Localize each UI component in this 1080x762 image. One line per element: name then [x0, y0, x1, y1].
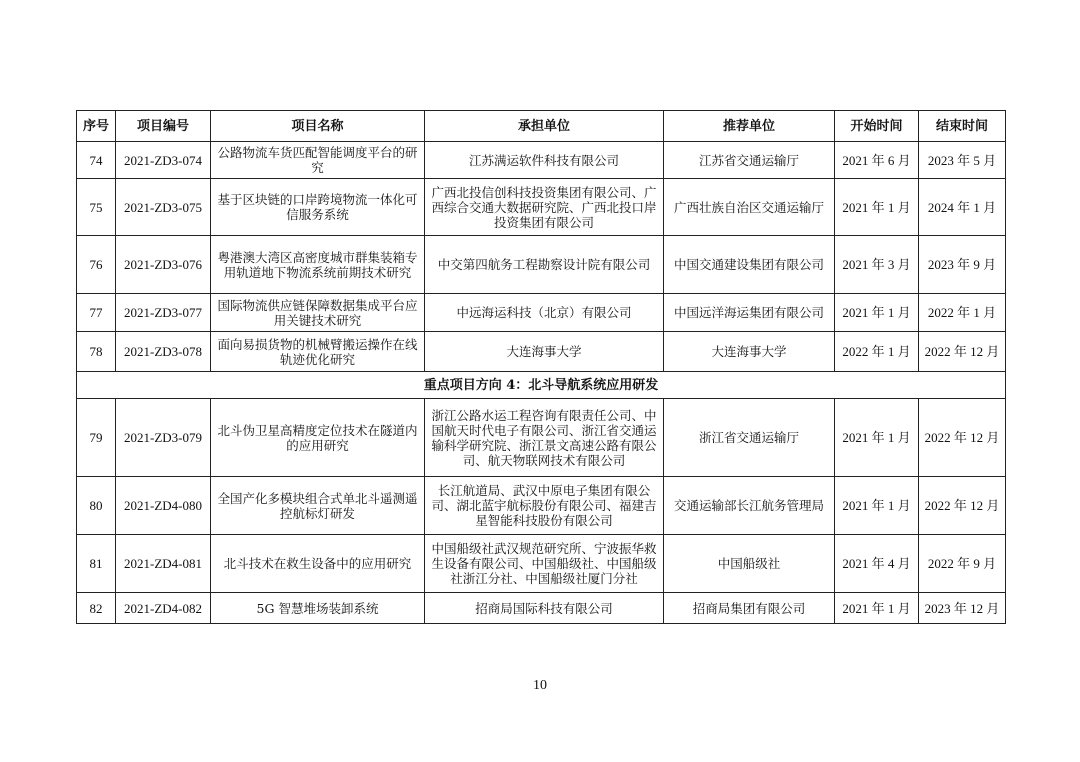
- cell-recommending-unit: 广西壮族自治区交通运输厅: [664, 179, 835, 236]
- cell-project-code: 2021-ZD3-077: [116, 294, 211, 332]
- cell-project-code: 2021-ZD3-076: [116, 236, 211, 294]
- cell-start-time: 2021 年 3 月: [835, 236, 919, 294]
- cell-recommending-unit: 浙江省交通运输厅: [664, 399, 835, 477]
- header-start-time: 开始时间: [835, 111, 919, 142]
- cell-undertaking-unit: 长江航道局、武汉中原电子集团有限公司、湖北蓝宇航标股份有限公司、福建吉星智能科技股份有限公司: [425, 477, 664, 535]
- table-row: [77, 535, 1006, 593]
- header-project-name: 项目名称: [211, 111, 425, 142]
- cell-project-code: 2021-ZD3-074: [116, 142, 211, 179]
- cell-end-time: 2022 年 12 月: [919, 477, 1006, 535]
- cell-serial: 78: [77, 332, 116, 372]
- cell-recommending-unit: 中国船级社: [664, 535, 835, 593]
- cell-serial: 76: [77, 236, 116, 294]
- cell-serial: 81: [77, 535, 116, 593]
- cell-end-time: 2023 年 5 月: [919, 142, 1006, 179]
- cell-recommending-unit: 交通运输部长江航务管理局: [664, 477, 835, 535]
- header-recommending-unit: 推荐单位: [664, 111, 835, 142]
- cell-project-name: 粤港澳大湾区高密度城市群集装箱专用轨道地下物流系统前期技术研究: [211, 236, 425, 294]
- cell-end-time: 2022 年 12 月: [919, 332, 1006, 372]
- cell-undertaking-unit: 中远海运科技（北京）有限公司: [425, 294, 664, 332]
- cell-project-code: 2021-ZD3-075: [116, 179, 211, 236]
- cell-undertaking-unit: 招商局国际科技有限公司: [425, 593, 664, 624]
- cell-end-time: 2023 年 9 月: [919, 236, 1006, 294]
- cell-project-name: 全国产化多模块组合式单北斗遥测遥控航标灯研发: [211, 477, 425, 535]
- cell-project-name: 5G 智慧堆场装卸系统: [211, 593, 425, 624]
- cell-undertaking-unit: 浙江公路水运工程咨询有限责任公司、中国航天时代电子有限公司、浙江省交通运输科学研究院、浙江景文高速公路有限公司、航天物联网技术有限公司: [425, 399, 664, 477]
- section-title: 重点项目方向 4：北斗导航系统应用研发: [77, 372, 1006, 399]
- table-row: [77, 294, 1006, 332]
- cell-recommending-unit: 江苏省交通运输厅: [664, 142, 835, 179]
- cell-project-name: 公路物流车货匹配智能调度平台的研究: [211, 142, 425, 179]
- cell-start-time: 2021 年 6 月: [835, 142, 919, 179]
- table-row: [77, 593, 1006, 624]
- cell-undertaking-unit: 江苏满运软件科技有限公司: [425, 142, 664, 179]
- table-row: [77, 332, 1006, 372]
- header-serial: 序号: [77, 111, 116, 142]
- table-row: [77, 142, 1006, 179]
- cell-recommending-unit: 中国交通建设集团有限公司: [664, 236, 835, 294]
- cell-start-time: 2021 年 1 月: [835, 294, 919, 332]
- table-row: [77, 477, 1006, 535]
- cell-project-code: 2021-ZD4-081: [116, 535, 211, 593]
- cell-undertaking-unit: 广西北投信创科技投资集团有限公司、广西综合交通大数据研究院、广西北投口岸投资集团有限公司: [425, 179, 664, 236]
- section-heading-row: [77, 372, 1006, 399]
- cell-project-name: 北斗技术在救生设备中的应用研究: [211, 535, 425, 593]
- cell-undertaking-unit: 中国船级社武汉规范研究所、宁波振华救生设备有限公司、中国船级社、中国船级社浙江分社、中国船级社厦门分社: [425, 535, 664, 593]
- cell-start-time: 2021 年 1 月: [835, 179, 919, 236]
- cell-project-code: 2021-ZD4-082: [116, 593, 211, 624]
- cell-serial: 74: [77, 142, 116, 179]
- table-row: [77, 179, 1006, 236]
- cell-recommending-unit: 中国远洋海运集团有限公司: [664, 294, 835, 332]
- cell-start-time: 2021 年 1 月: [835, 477, 919, 535]
- cell-end-time: 2022 年 9 月: [919, 535, 1006, 593]
- cell-project-code: 2021-ZD3-079: [116, 399, 211, 477]
- cell-serial: 82: [77, 593, 116, 624]
- cell-end-time: 2024 年 1 月: [919, 179, 1006, 236]
- cell-serial: 77: [77, 294, 116, 332]
- cell-end-time: 2022 年 1 月: [919, 294, 1006, 332]
- table-header-row: [77, 111, 1006, 142]
- table-row: [77, 399, 1006, 477]
- project-table: [76, 110, 1006, 624]
- cell-start-time: 2022 年 1 月: [835, 332, 919, 372]
- cell-serial: 79: [77, 399, 116, 477]
- cell-project-name: 面向易损货物的机械臂搬运操作在线轨迹优化研究: [211, 332, 425, 372]
- cell-project-code: 2021-ZD3-078: [116, 332, 211, 372]
- header-undertaking-unit: 承担单位: [425, 111, 664, 142]
- cell-serial: 75: [77, 179, 116, 236]
- cell-project-code: 2021-ZD4-080: [116, 477, 211, 535]
- header-project-code: 项目编号: [116, 111, 211, 142]
- cell-undertaking-unit: 中交第四航务工程勘察设计院有限公司: [425, 236, 664, 294]
- cell-start-time: 2021 年 4 月: [835, 535, 919, 593]
- cell-project-name: 北斗伪卫星高精度定位技术在隧道内的应用研究: [211, 399, 425, 477]
- table-row: [77, 236, 1006, 294]
- cell-recommending-unit: 招商局集团有限公司: [664, 593, 835, 624]
- cell-undertaking-unit: 大连海事大学: [425, 332, 664, 372]
- cell-start-time: 2021 年 1 月: [835, 593, 919, 624]
- cell-project-name: 国际物流供应链保障数据集成平台应用关键技术研究: [211, 294, 425, 332]
- cell-project-name: 基于区块链的口岸跨境物流一体化可信服务系统: [211, 179, 425, 236]
- cell-end-time: 2023 年 12 月: [919, 593, 1006, 624]
- cell-recommending-unit: 大连海事大学: [664, 332, 835, 372]
- cell-end-time: 2022 年 12 月: [919, 399, 1006, 477]
- cell-start-time: 2021 年 1 月: [835, 399, 919, 477]
- cell-serial: 80: [77, 477, 116, 535]
- page-number: 10: [533, 678, 547, 693]
- header-end-time: 结束时间: [919, 111, 1006, 142]
